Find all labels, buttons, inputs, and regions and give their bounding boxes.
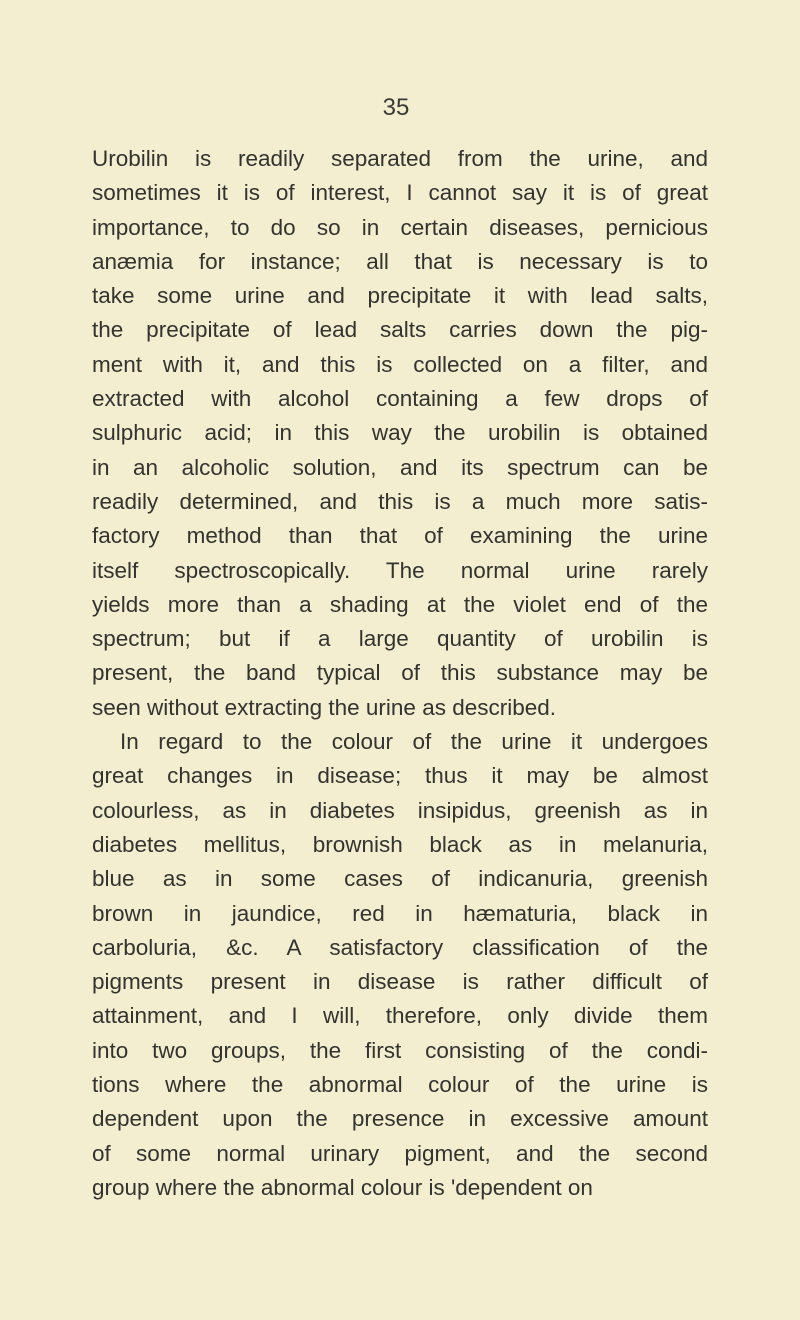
text-line: blue as in some cases of indicanuria, greenish (92, 866, 708, 892)
text-line: extracted with alcohol containing a few drops of (92, 386, 708, 412)
text-line: carboluria, &c. A satisfactory classification of the (92, 934, 708, 960)
text-line: spectrum; but if a large quantity of urobilin is (92, 626, 708, 652)
text-line: group where the abnormal colour is 'dependent on (92, 1174, 593, 1200)
text-line: In regard to the colour of the urine it undergoes (120, 729, 708, 755)
text-line: dependent upon the presence in excessive amount (92, 1106, 708, 1132)
text-line: readily determined, and this is a much more satis- (92, 488, 708, 514)
text-line: brown in jaundice, red in hæmaturia, black in (92, 900, 708, 926)
page-number: 35 (382, 94, 410, 121)
body-text (92, 142, 708, 1205)
text-line: sometimes it is of interest, I cannot say it is of great (92, 180, 708, 206)
text-line: present, the band typical of this substance may be (92, 660, 708, 686)
text-line: in an alcoholic solution, and its spectrum can be (92, 454, 708, 480)
text-line: great changes in disease; thus it may be almost (92, 763, 708, 789)
text-line: diabetes mellitus, brownish black as in melanuria, (92, 831, 708, 857)
text-line: tions where the abnormal colour of the urine is (92, 1072, 708, 1098)
text-line: seen without extracting the urine as described. (92, 694, 557, 720)
text-line: ment with it, and this is collected on a filter, and (92, 351, 708, 377)
text-line: pigments present in disease is rather difficult of (92, 969, 708, 995)
text-line: the precipitate of lead salts carries down the pig- (92, 317, 708, 343)
text-line: sulphuric acid; in this way the urobilin is obtained (92, 420, 708, 446)
text-line: itself spectroscopically. The normal urine rarely (92, 557, 708, 583)
text-line: of some normal urinary pigment, and the second (92, 1140, 708, 1166)
text-line: Urobilin is readily separated from the urine, and (92, 146, 708, 171)
text-line: factory method than that of examining the urine (92, 523, 708, 549)
text-line: colourless, as in diabetes insipidus, greenish as in (92, 797, 708, 823)
text-line: importance, to do so in certain diseases, pernicious (92, 214, 708, 240)
text-line: yields more than a shading at the violet end of the (92, 591, 708, 617)
text-line: anæmia for instance; all that is necessary is to (92, 248, 708, 274)
text-line: into two groups, the first consisting of the condi- (92, 1037, 708, 1063)
text-line: attainment, and I will, therefore, only divide them (92, 1003, 708, 1029)
text-line: take some urine and precipitate it with lead salts, (92, 283, 708, 309)
